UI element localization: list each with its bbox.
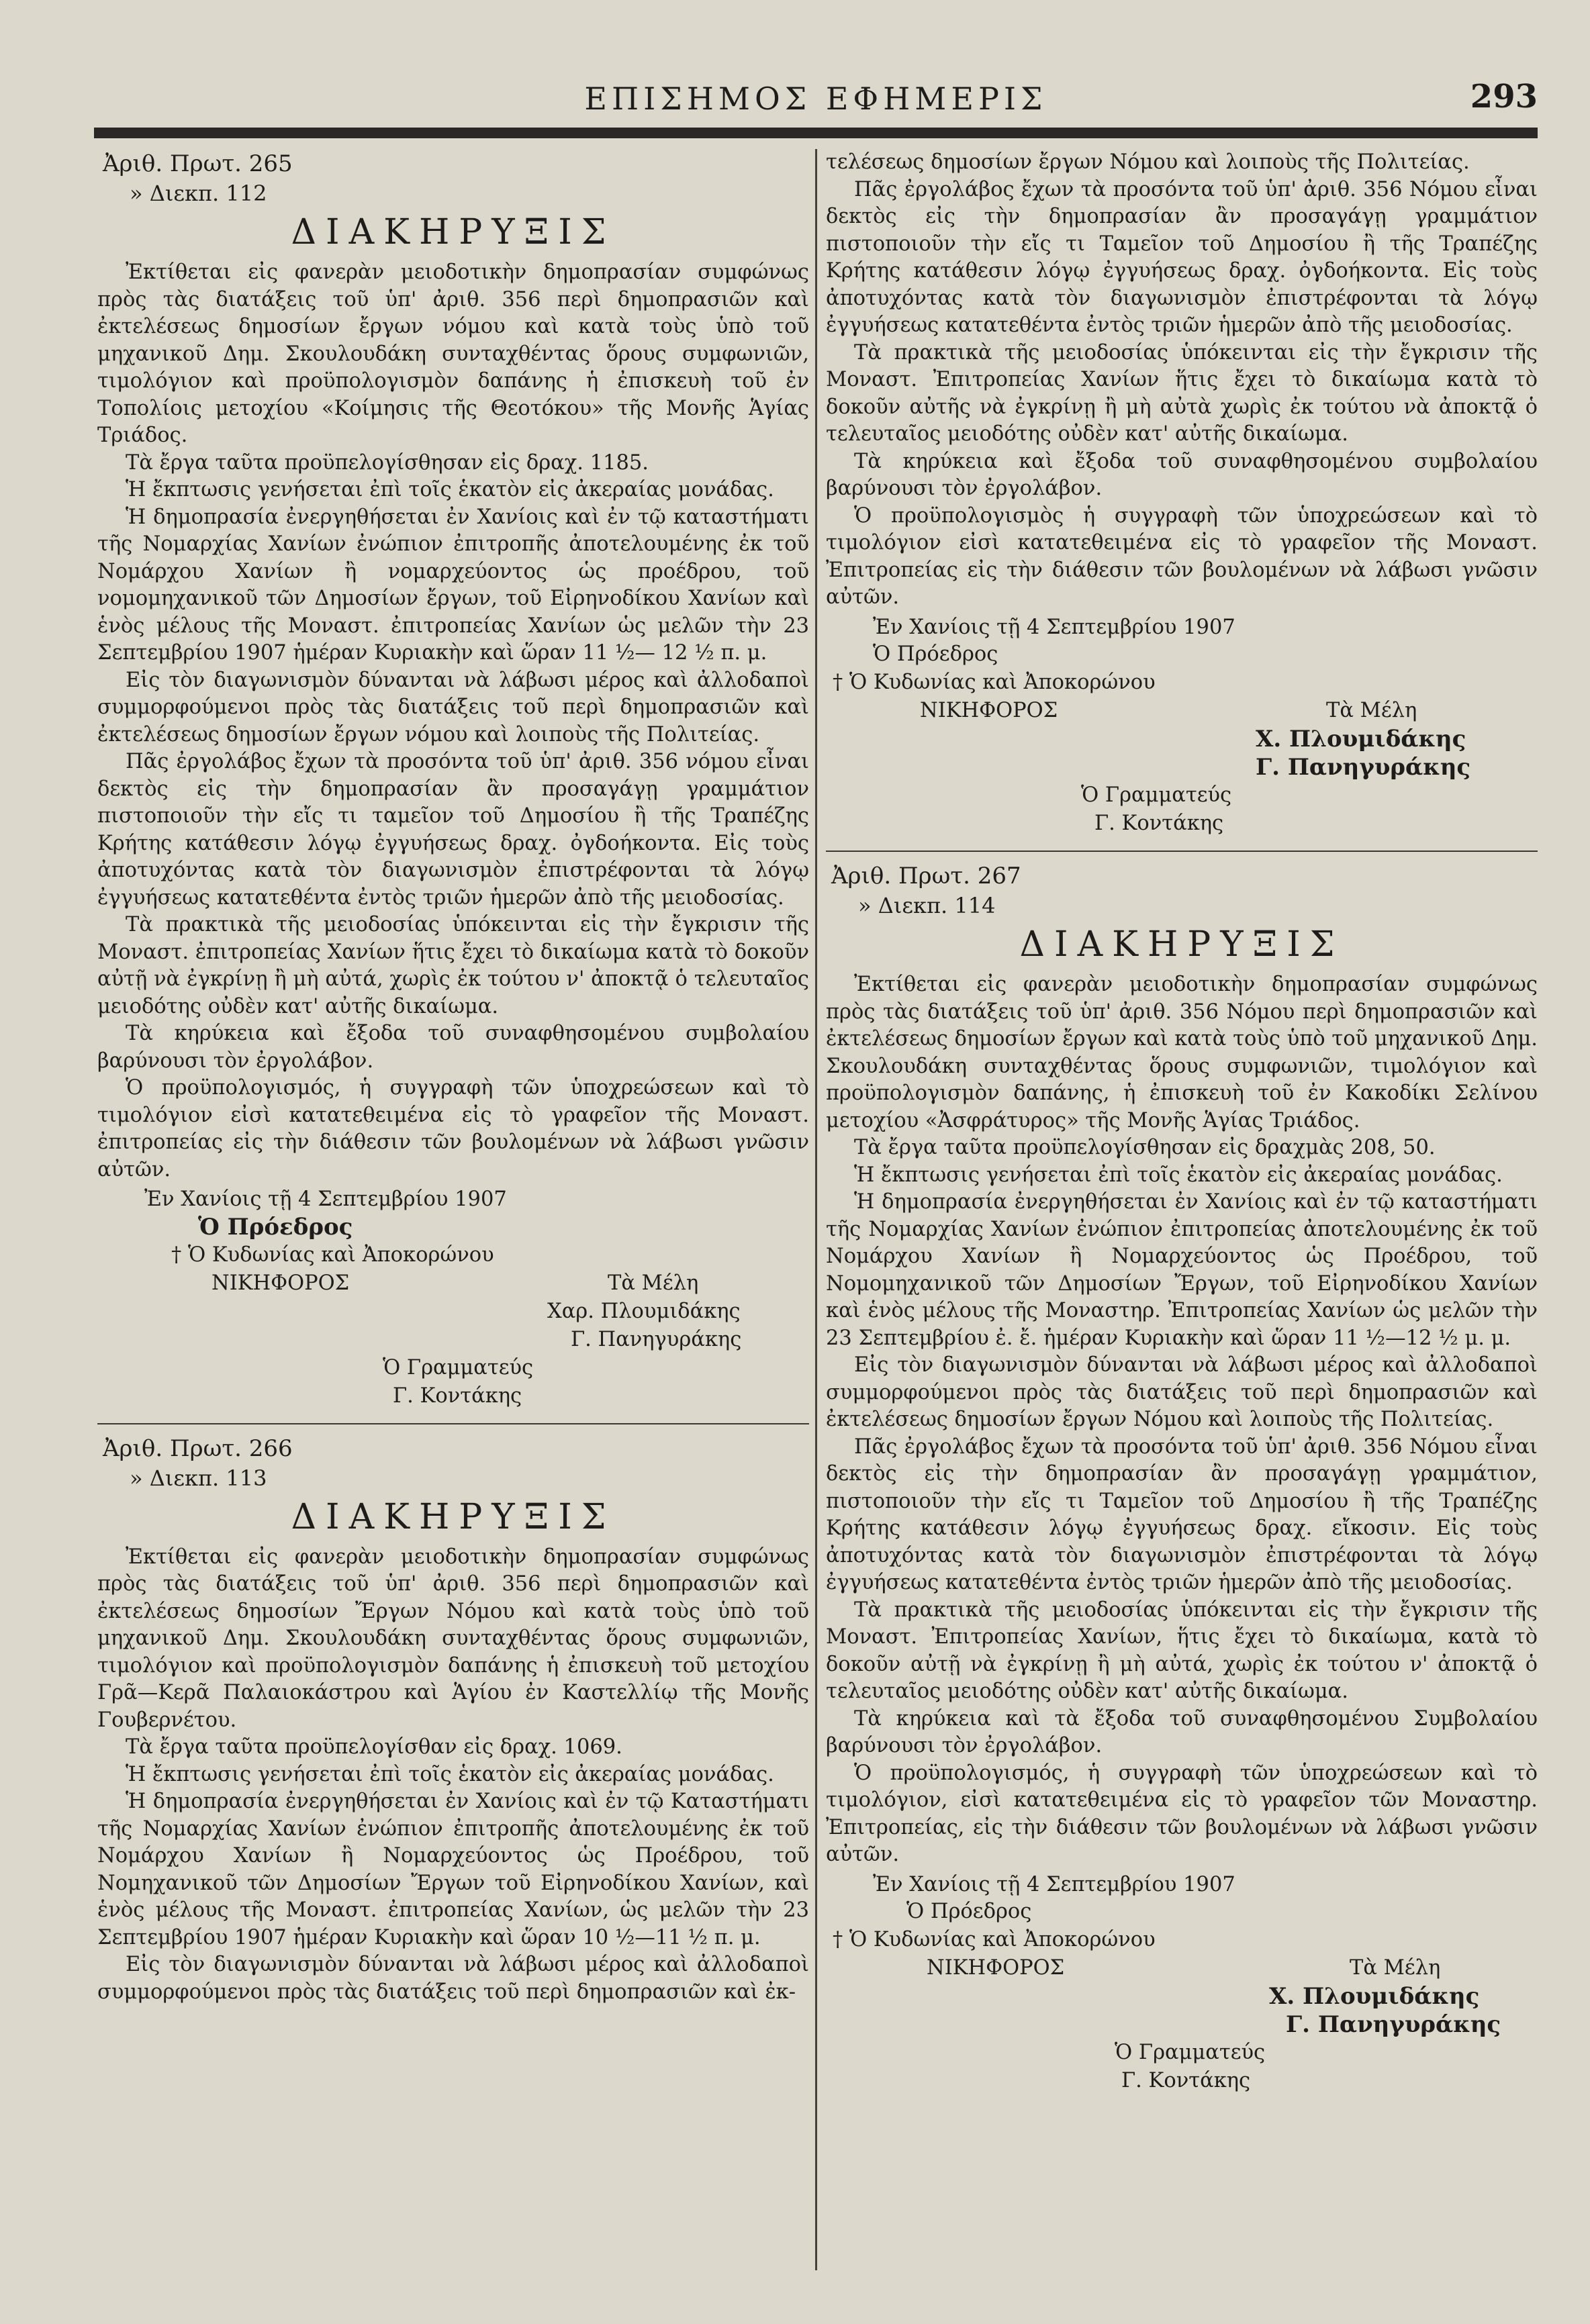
- proclamation-heading: ΔΙΑΚΗΡΥΞΙΣ: [1019, 924, 1344, 965]
- protocol-number: Ἀριθ. Πρωτ. 266: [103, 1435, 293, 1462]
- issue-date: Ἐν Χανίοις τῇ 4 Σεπτεμβρίου 1907: [144, 1188, 507, 1211]
- section-rule: [97, 1423, 809, 1424]
- secretary-label: Ὁ Γραμματεύς: [1081, 783, 1232, 807]
- issue-date: Ἐν Χανίοις τῇ 4 Σεπτεμβρίου 1907: [873, 615, 1235, 639]
- proclamation-266: [97, 1434, 809, 2006]
- dispatch-number: » Διεκπ. 113: [130, 1465, 267, 1491]
- paragraph: Τὰ πρακτικὰ τῆς μειοδοσίας ὑπόκεινται εἰς τὴν ἔγκρισιν τῆς Μοναστ. ἐπιτροπείας Χανίων ἥτις ἔχει τὸ δικαίωμα κατὰ τὸ δοκοῦν αὐτῇ νὰ ἐγκρίνῃ ἢ μὴ αὐτά, χωρὶς ἐκ τούτου ν' ἀποκτᾷ ὁ τελευταῖος μειοδότης οὐδὲν κατ' αὐτῆς δικαίωμα.: [97, 913, 809, 1018]
- paragraph: Ἐκτίθεται εἰς φανερὰν μειοδοτικὴν δημοπρασίαν συμφώνως πρὸς τὰς διατάξεις τοῦ ὑπ' ἀριθ. 356 περὶ δημοπρασιῶν καὶ ἐκτελέσεως δημοσίων Ἔργων Νόμου καὶ κατὰ τοὺς ὑπὸ τοῦ μηχανικοῦ Δημ. Σκουλουδάκη συνταχθέντας ὅρους συμφωνιῶν, τιμολόγιον καὶ προϋπολογισμὸν δαπάνης ἡ ἐπισκευὴ τοῦ μετοχίου Γρᾶ—Κερᾶ Παλαιοκάστρου καὶ Ἁγίου ἐν Καστελλίῳ τῆς Μονῆς Γουβερνέτου.: [97, 1545, 809, 1732]
- paragraph: Τὰ ἔργα ταῦτα προϋπελογίσθησαν εἰς δραχμὰς 208, 50.: [854, 1136, 1436, 1159]
- right-column: [826, 149, 1538, 2096]
- secretary-name: Γ. Κοντάκης: [393, 1384, 522, 1408]
- paragraph: Τὰ ἔργα ταῦτα προϋπελογίσθησαν εἰς δραχ. 1185.: [126, 450, 649, 475]
- dispatch-number: » Διεκπ. 114: [858, 893, 996, 918]
- proclamation-heading: ΔΙΑΚΗΡΥΞΙΣ: [291, 212, 616, 252]
- paragraph: Ὁ προϋπολογισμός, ἡ συγγραφὴ τῶν ὑποχρεώσεων καὶ τὸ τιμολόγιον εἰσὶ κατατεθειμένα εἰς τὸ γραφεῖον τῆς Μοναστ. ἐπιτροπείας εἰς τὴν διάθεσιν τῶν βουλομένων νὰ λάβωσι γνῶσιν αὐτῶν.: [97, 1076, 809, 1181]
- bishop-name: ΝΙΚΗΦΟΡΟΣ: [212, 1271, 350, 1295]
- dispatch-number: » Διεκπ. 112: [130, 181, 267, 206]
- header-rule: [94, 128, 1538, 138]
- president-label: Ὁ Πρόεδρος: [198, 1213, 353, 1241]
- page-number: 293: [1470, 78, 1538, 115]
- members-label: Τὰ Μέλη: [608, 1271, 699, 1295]
- secretary-name: Γ. Κοντάκης: [1094, 812, 1224, 835]
- gazette-title: ΕΠΙΣΗΜΟΣ ΕΦΗΜΕΡΙΣ: [584, 81, 1047, 117]
- paragraph: Πᾶς ἐργολάβος ἔχων τὰ προσόντα τοῦ ὑπ' ἀριθ. 356 Νόμου εἶναι δεκτὸς εἰς τὴν δημοπρασίαν ἂν προσαγάγῃ γραμμάτιον, πιστοποιοῦν τὴν εἴς τι Ταμεῖον τοῦ Δημοσίου ἢ τῆς Τραπέζης Κρήτης κατάθεσιν λόγῳ ἐγγυήσεως δραχ. εἴκοσιν. Εἰς τοὺς ἀποτυχόντας κατὰ τὸν διαγωνισμὸν ἐπιστρέφονται τὰ λόγῳ ἐγγυήσεως κατατεθέντα ἐντὸς τριῶν ἡμερῶν ἀπὸ τῆς μειοδοσίας.: [826, 1435, 1538, 1594]
- paragraph: Ἡ δημοπρασία ἐνεργηθήσεται ἐν Χανίοις καὶ ἐν τῷ καταστήματι τῆς Νομαρχίας Χανίων ἐνώπιον ἐπιτροπείας ἀποτελουμένης ἐκ τοῦ Νομάρχου Χανίων ἢ Νομαρχεύοντος ὡς Προέδρου, τοῦ Νομομηχανικοῦ τῶν Δημοσίων Ἔργων, τοῦ Εἰρηνοδίκου Χανίων καὶ ἑνὸς μέλους τῆς Μοναστηρ. Ἐπιτροπείας Χανίων ὡς μελῶν τὴν 23 Σεπτεμβρίου ἐ. ἔ. ἡμέραν Κυριακὴν καὶ ὥραν 11 ½—12 ½ μ. μ.: [826, 1190, 1538, 1350]
- members-label: Τὰ Μέλη: [1350, 1956, 1441, 1980]
- paragraph: Πᾶς ἐργολάβος ἔχων τὰ προσόντα τοῦ ὑπ' ἀριθ. 356 Νόμου εἶναι δεκτὸς εἰς τὴν δημοπρασίαν ἂν προσαγάγῃ γραμμάτιον πιστοποιοῦν τὴν εἴς τι Ταμεῖον τοῦ Δημοσίου ἢ τῆς Τραπέζης Κρήτης κατάθεσιν λόγῳ ἐγγυήσεως δραχ. ὀγδοήκοντα. Εἰς τοὺς ἀποτυχόντας κατὰ τὸν διαγωνισμὸν ἐπιστρέφονται τὰ λόγῳ ἐγγυήσεως κατατεθέντα ἐντὸς τριῶν ἡμερῶν ἀπὸ τῆς μειοδοσίας.: [826, 177, 1538, 337]
- paragraph: Τὰ ἔργα ταῦτα προϋπελογίσθαν εἰς δραχ. 1069.: [126, 1735, 622, 1759]
- secretary-name: Γ. Κοντάκης: [1121, 2069, 1251, 2092]
- paragraph: Τὰ κηρύκεια καὶ τὰ ἔξοδα τοῦ συναφθησομένου Συμβολαίου βαρύνουσι τὸν ἐργολάβον.: [826, 1706, 1538, 1757]
- member-name: Χαρ. Πλουμιδάκης: [547, 1299, 741, 1323]
- proclamation-265: [97, 149, 809, 1411]
- president-label: Ὁ Πρόεδρος: [906, 1900, 1032, 1923]
- paragraph: Ὁ προϋπολογισμὸς ἡ συγγραφὴ τῶν ὑποχρεώσεων καὶ τὸ τιμολόγιον εἰσὶ κατατεθειμένα εἰς τὸ γραφεῖον τῆς Μοναστ. Ἐπιτροπείας εἰς τὴν διάθεσιν τῶν βουλομένων νὰ λάβωσι γνῶσιν αὐτῶν.: [826, 503, 1538, 609]
- member-name: Γ. Πανηγυράκης: [571, 1327, 742, 1351]
- member-name: Χ. Πλουμιδάκης: [1256, 726, 1466, 753]
- member-name: Χ. Πλουμιδάκης: [1269, 1983, 1480, 2010]
- member-name: Γ. Πανηγυράκης: [1256, 754, 1471, 781]
- paragraph: Εἰς τὸν διαγωνισμὸν δύνανται νὰ λάβωσι μέρος καὶ ἀλλοδαποὶ συμμορφούμενοι πρὸς τὰς διατάξεις τοῦ περὶ δημοπρασιῶν καὶ ἐκτελέσεως δημοσίων ἔργων νόμου καὶ λοιποὺς τῆς Πολιτείας.: [97, 668, 809, 746]
- bishop-title: † Ὁ Κυδωνίας καὶ Ἀποκορώνου: [171, 1243, 494, 1267]
- paragraph: Ἐκτίθεται εἰς φανερὰν μειοδοτικὴν δημοπρασίαν συμφώνως πρὸς τὰς διατάξεις τοῦ ὑπ' ἀριθ. 356 περὶ δημοπρασιῶν καὶ ἐκτελέσεως δημοσίων ἔργων νόμου καὶ κατὰ τοὺς ὑπὸ τοῦ μηχανικοῦ Δημ. Σκουλουδάκη συνταχθέντας ὅρους συμφωνιῶν, τιμολόγιον καὶ προϋπολογισμὸν δαπάνης ἡ ἐπισκευὴ τοῦ ἐν Τοπολίοις μετοχίου «Κοίμησις τῆς Θεοτόκου» τῆς Μονῆς Ἁγίας Τριάδος.: [97, 260, 809, 447]
- paragraph: Πᾶς ἐργολάβος ἔχων τὰ προσόντα τοῦ ὑπ' ἀριθ. 356 νόμου εἶναι δεκτὸς εἰς τὴν δημοπρασίαν ἂν προσαγάγῃ γραμμάτιον πιστοποιοῦν τὴν εἴς τι ταμεῖον τοῦ Δημοσίου ἢ τῆς Τραπέζης Κρήτης κατάθεσιν λόγῳ ἐγγυήσεως δραχ. ὀγδοήκοντα. Εἰς τοὺς ἀποτυχόντας κατὰ τὸν διαγωνισμὸν ἐπιστρέφονται τὰ λόγῳ ἐγγυήσεως κατατεθέντα ἐντὸς τριῶν ἡμερῶν ἀπὸ τῆς μειοδοσίας.: [97, 750, 809, 910]
- members-label: Τὰ Μέλη: [1326, 699, 1417, 722]
- protocol-number: Ἀριθ. Πρωτ. 265: [103, 150, 293, 177]
- paragraph: τελέσεως δημοσίων ἔργων Νόμου καὶ λοιποὺς τῆς Πολιτείας.: [826, 150, 1470, 174]
- president-label: Ὁ Πρόεδρος: [873, 642, 998, 666]
- paragraph: Ἡ ἔκπτωσις γενήσεται ἐπὶ τοῖς ἑκατὸν εἰς ἀκεραίας μονάδας.: [126, 478, 774, 501]
- bishop-name: ΝΙΚΗΦΟΡΟΣ: [927, 1956, 1065, 1980]
- bishop-title: † Ὁ Κυδωνίας καὶ Ἀποκορώνου: [833, 671, 1156, 694]
- secretary-label: Ὁ Γραμματεύς: [383, 1355, 534, 1379]
- left-column: [97, 149, 809, 2006]
- paragraph: Ἡ ἔκπτωσις γενήσεται ἐπὶ τοῖς ἑκατὸν εἰς ἀκεραίας μονάδας.: [854, 1163, 1503, 1187]
- page-header: [94, 75, 1538, 129]
- paragraph: Ἡ δημοπρασία ἐνεργηθήσεται ἐν Χανίοις καὶ ἐν τῷ Καταστήματι τῆς Νομαρχίας Χανίων ἐνώπιον ἐπιτροπῆς ἀποτελουμένης ἐκ τοῦ Νομάρχου Χανίων ἢ Νομαρχεύοντος ὡς Προέδρου, τοῦ Νομηχανικοῦ τῶν Δημοσίων Ἔργων τοῦ Εἰρηνοδίκου Χανίων, καὶ ἑνὸς μέλους τῆς Μοναστ. ἐπιτροπείας Χανίων, ὡς μελῶν τὴν 23 Σεπτεμβρίου 1907 ἡμέραν Κυριακὴν καὶ ὥραν 10 ½—11 ½ π. μ.: [97, 1790, 809, 1949]
- proclamation-266-continued: [826, 149, 1538, 838]
- issue-date: Ἐν Χανίοις τῇ 4 Σεπτεμβρίου 1907: [873, 1872, 1235, 1896]
- paragraph: Τὰ κηρύκεια καὶ ἔξοδα τοῦ συναφθησομένου συμβολαίου βαρύνουσι τὸν ἐργολάβον.: [826, 449, 1538, 500]
- section-rule: [826, 851, 1538, 852]
- bishop-title: † Ὁ Κυδωνίας καὶ Ἀποκορώνου: [833, 1928, 1156, 1951]
- paragraph: Τὰ κηρύκεια καὶ ἔξοδα τοῦ συναφθησομένου συμβολαίου βαρύνουσι τὸν ἐργολάβον.: [97, 1022, 809, 1073]
- paragraph: Ἡ δημοπρασία ἐνεργηθήσεται ἐν Χανίοις καὶ ἐν τῷ καταστήματι τῆς Νομαρχίας Χανίων ἐνώπιον ἐπιτροπῆς ἀποτελουμένης ἐκ τοῦ Νομάρχου Χανίων ἢ νομαρχεύοντος ὡς προέδρου, τοῦ νομομηχανικοῦ τῶν Δημοσίων ἔργων, τοῦ Εἰρηνοδίκου Χανίων καὶ ἑνὸς μέλους τῆς Μοναστ. ἐπιτροπείας Χανίων ὡς μελῶν τὴν 23 Σεπτεμβρίου 1907 ἡμέραν Κυριακὴν καὶ ὥραν 11 ½— 12 ½ π. μ.: [97, 505, 809, 665]
- bishop-name: ΝΙΚΗΦΟΡΟΣ: [920, 699, 1058, 722]
- proclamation-heading: ΔΙΑΚΗΡΥΞΙΣ: [291, 1496, 616, 1537]
- paragraph: Εἰς τὸν διαγωνισμὸν δύνανται νὰ λάβωσι μέρος καὶ ἀλλοδαποὶ συμμορφούμενοι πρὸς τὰς διατάξεις τοῦ περὶ δημοπρασιῶν καὶ ἐκ-: [97, 1953, 809, 2004]
- secretary-label: Ὁ Γραμματεύς: [1115, 2041, 1266, 2064]
- proclamation-267: [826, 861, 1538, 2096]
- protocol-number: Ἀριθ. Πρωτ. 267: [831, 863, 1021, 889]
- paragraph: Εἰς τὸν διαγωνισμὸν δύνανται νὰ λάβωσι μέρος καὶ ἀλλοδαποὶ συμμορφούμενοι πρὸς τὰς διατάξεις τοῦ περὶ δημοπρασιῶν καὶ ἐκτελέσεως δημοσίων ἔργων Νόμου καὶ λοιποὺς τῆς Πολιτείας.: [826, 1353, 1538, 1431]
- column-divider: [815, 149, 817, 2270]
- member-name: Γ. Πανηγυράκης: [1286, 2011, 1501, 2038]
- paragraph: Ὁ προϋπολογισμός, ἡ συγγραφὴ τῶν ὑποχρεώσεων καὶ τὸ τιμολόγιον, εἰσὶ κατατεθειμένα εἰς τὸ γραφεῖον τῶν Μοναστηρ. Ἐπιτροπείας, εἰς τὴν διάθεσιν τῶν βουλομένων νὰ λάβωσι γνῶσιν αὐτῶν.: [826, 1761, 1538, 1866]
- paragraph: Τὰ πρακτικὰ τῆς μειοδοσίας ὑπόκεινται εἰς τὴν ἔγκρισιν τῆς Μοναστ. Ἐπιτροπείας Χανίων, ἥτις ἔχει τὸ δικαίωμα, κατὰ τὸ δοκοῦν αὐτῇ νὰ ἐγκρίνῃ ἢ μὴ αὐτά, χωρὶς ἐκ τούτου ν' ἀποκτᾷ ὁ τελευταῖος μειοδότης οὐδὲν κατ' αὐτῆς δικαίωμα.: [826, 1598, 1538, 1703]
- paragraph: Τὰ πρακτικὰ τῆς μειοδοσίας ὑπόκεινται εἰς τὴν ἔγκρισιν τῆς Μοναστ. Ἐπιτροπείας Χανίων ἥτις ἔχει τὸ δικαίωμα κατὰ τὸ δοκοῦν αὐτῆς νὰ ἐγκρίνῃ ἢ μὴ αὐτὰ χωρὶς ἐκ τούτου νὰ ἀποκτᾷ ὁ τελευταῖος μειοδότης οὐδὲν κατ' αὐτῆς δικαίωμα.: [826, 340, 1538, 446]
- paragraph: Ἐκτίθεται εἰς φανερὰν μειοδοτικὴν δημοπρασίαν συμφώνως πρὸς τὰς διατάξεις τοῦ ὑπ' ἀριθ. 356 Νόμου περὶ δημοπρασιῶν καὶ ἐκτελέσεως δημοσίων ἔργων καὶ κατὰ τοὺς ὑπὸ τοῦ μηχανικοῦ Δημ. Σκουλουδάκη συνταχθέντας ὅρους συμφωνιῶν, τιμολόγιον καὶ προϋπολογισμὸν δαπάνης, ἡ ἐπισκευὴ τοῦ ἐν Κακοδίκι Σελίνου μετοχίου «Ἀσφράτυρος» τῆς Μονῆς Ἁγίας Τριάδος.: [826, 973, 1538, 1132]
- paragraph: Ἡ ἔκπτωσις γενήσεται ἐπὶ τοῖς ἑκατὸν εἰς ἀκεραίας μονάδας.: [126, 1762, 774, 1786]
